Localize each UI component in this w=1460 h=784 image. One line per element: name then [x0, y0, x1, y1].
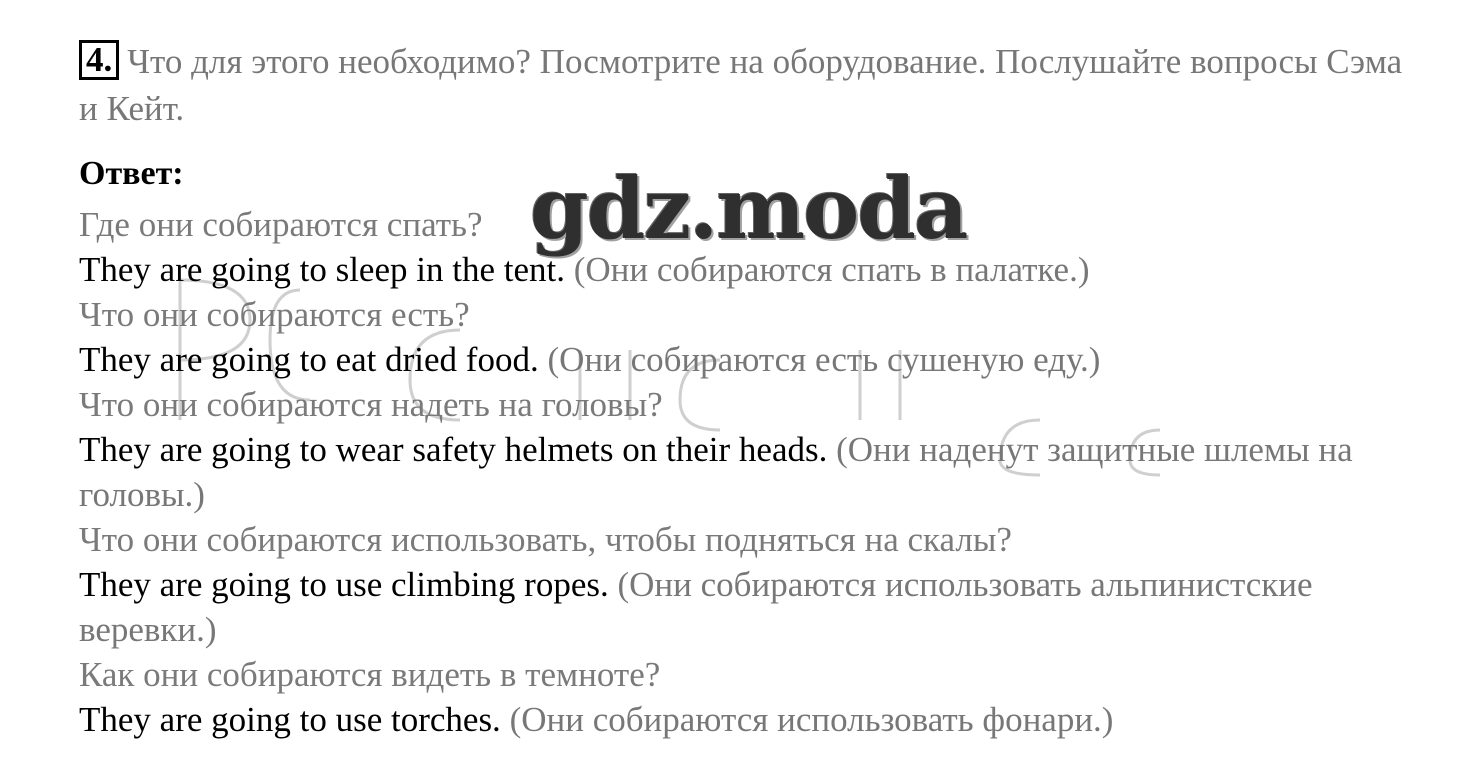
answer-heading: Ответ: [79, 155, 184, 192]
answer-translation: (Они собираются использовать альпинистские веревки.) [79, 565, 1313, 649]
answer-english: They are going to eat dried food. [79, 340, 539, 379]
qa-block-3 [79, 382, 1419, 517]
qa-block-1 [79, 202, 1419, 292]
question-text: Что они собираются использовать, чтобы подняться на скалы? [79, 520, 1012, 559]
answer-english: They are going to wear safety helmets on their heads. [79, 430, 828, 469]
answer-english: They are going to use torches. [79, 700, 501, 739]
question-text: Что они собираются есть? [79, 295, 470, 334]
task-number-badge: 4. [79, 40, 119, 80]
answer-english: They are going to sleep in the tent. [79, 250, 565, 289]
task-text: Что для этого необходимо? Посмотрите на оборудование. Послушайте вопросы Сэма и Кейт. [79, 42, 1403, 128]
answer-line [79, 247, 1419, 292]
question-text: Что они собираются надеть на головы? [79, 385, 663, 424]
answer-line [79, 337, 1419, 382]
exercise-page [79, 38, 1419, 742]
question-text: Где они собираются спать? [79, 205, 483, 244]
answer-translation: (Они собираются использовать фонари.) [509, 700, 1114, 739]
answer-line [79, 562, 1419, 652]
qa-block-5 [79, 652, 1419, 742]
answer-english: They are going to use climbing ropes. [79, 565, 609, 604]
answer-translation: (Они собираются спать в палатке.) [573, 250, 1090, 289]
answer-line [79, 427, 1419, 517]
answer-line [79, 697, 1419, 742]
qa-block-4 [79, 517, 1419, 652]
question-text: Как они собираются видеть в темноте? [79, 655, 661, 694]
answer-translation: (Они собираются есть сушеную еду.) [547, 340, 1101, 379]
qa-block-2 [79, 292, 1419, 382]
answer-translation: (Они наденут защитные шлемы на головы.) [79, 430, 1353, 514]
site-watermark-logo: gdz.moda [530, 159, 967, 258]
task-instruction [79, 38, 1419, 132]
